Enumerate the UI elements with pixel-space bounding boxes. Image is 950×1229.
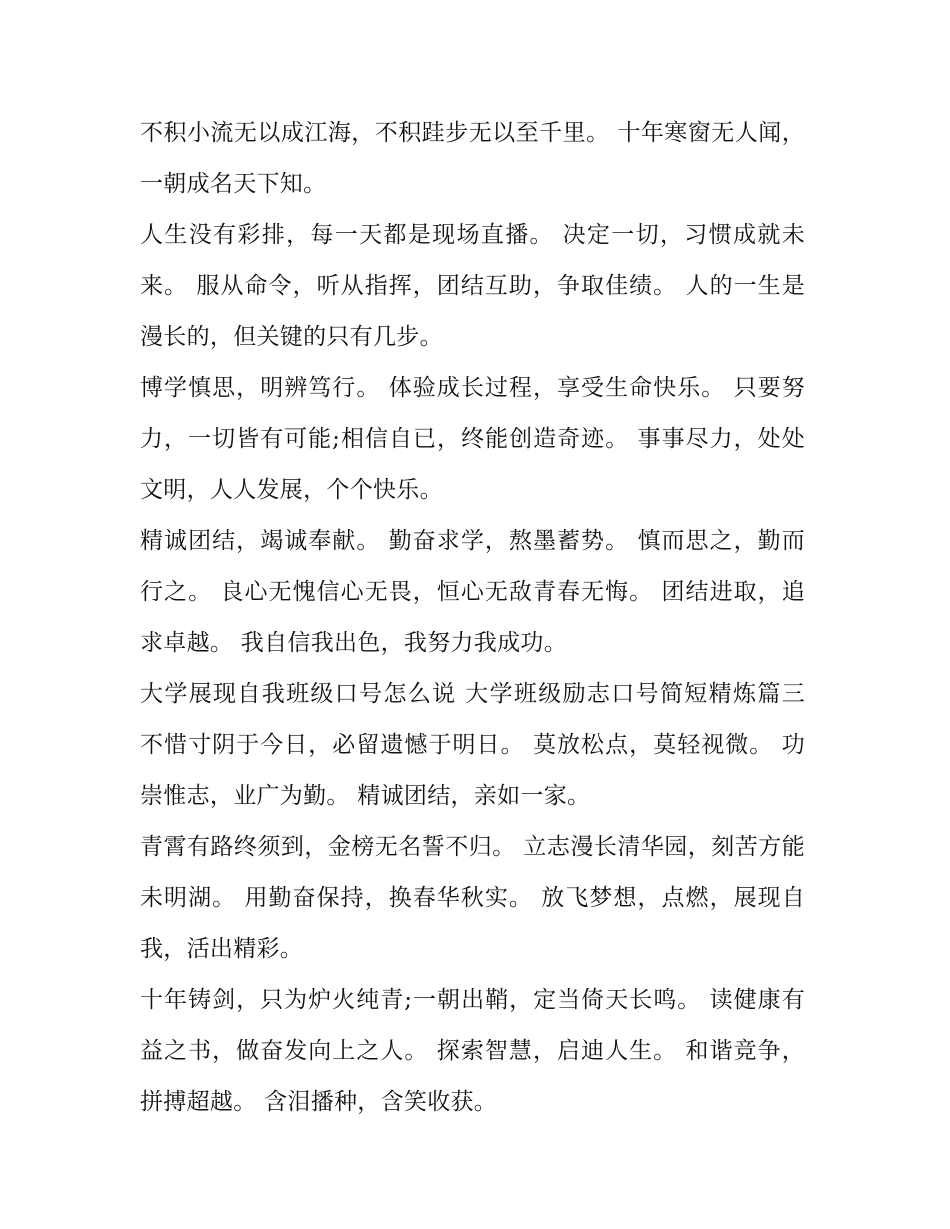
- paragraph: 不积小流无以成江海，不积跬步无以至千里。 十年寒窗无人闻，一朝成名天下知。: [140, 120, 805, 197]
- paragraph: 大学展现自我班级口号怎么说 大学班级励志口号简短精炼篇三 不惜寸阴于今日，必留遗憾于明日。 莫放松点，莫轻视微。 功崇惟志，业广为勤。 精诚团结，亲如一家。: [140, 681, 805, 809]
- paragraph: 青霄有路终须到，金榜无名誓不归。 立志漫长清华园，刻苦方能未明湖。 用勤奋保持，换春华秋实。 放飞梦想，点燃，展现自我，活出精彩。: [140, 834, 805, 962]
- document-body: [140, 108, 805, 1128]
- paragraph: 精诚团结，竭诚奉献。 勤奋求学，熬墨蓄势。 慎而思之，勤而行之。 良心无愧信心无畏，恒心无敌青春无悔。 团结进取，追求卓越。 我自信我出色，我努力我成功。: [140, 528, 805, 656]
- paragraph: 人生没有彩排，每一天都是现场直播。 决定一切，习惯成就未来。 服从命令，听从指挥，团结互助，争取佳绩。 人的一生是漫长的，但关键的只有几步。: [140, 222, 805, 350]
- paragraph: 十年铸剑，只为炉火纯青;一朝出鞘，定当倚天长鸣。 读健康有益之书，做奋发向上之人。 探索智慧，启迪人生。 和谐竞争，拼搏超越。 含泪播种，含笑收获。: [140, 987, 805, 1115]
- paragraph: 博学慎思，明辨笃行。 体验成长过程，享受生命快乐。 只要努力，一切皆有可能;相信自已，终能创造奇迹。 事事尽力，处处文明，人人发展，个个快乐。: [140, 375, 805, 503]
